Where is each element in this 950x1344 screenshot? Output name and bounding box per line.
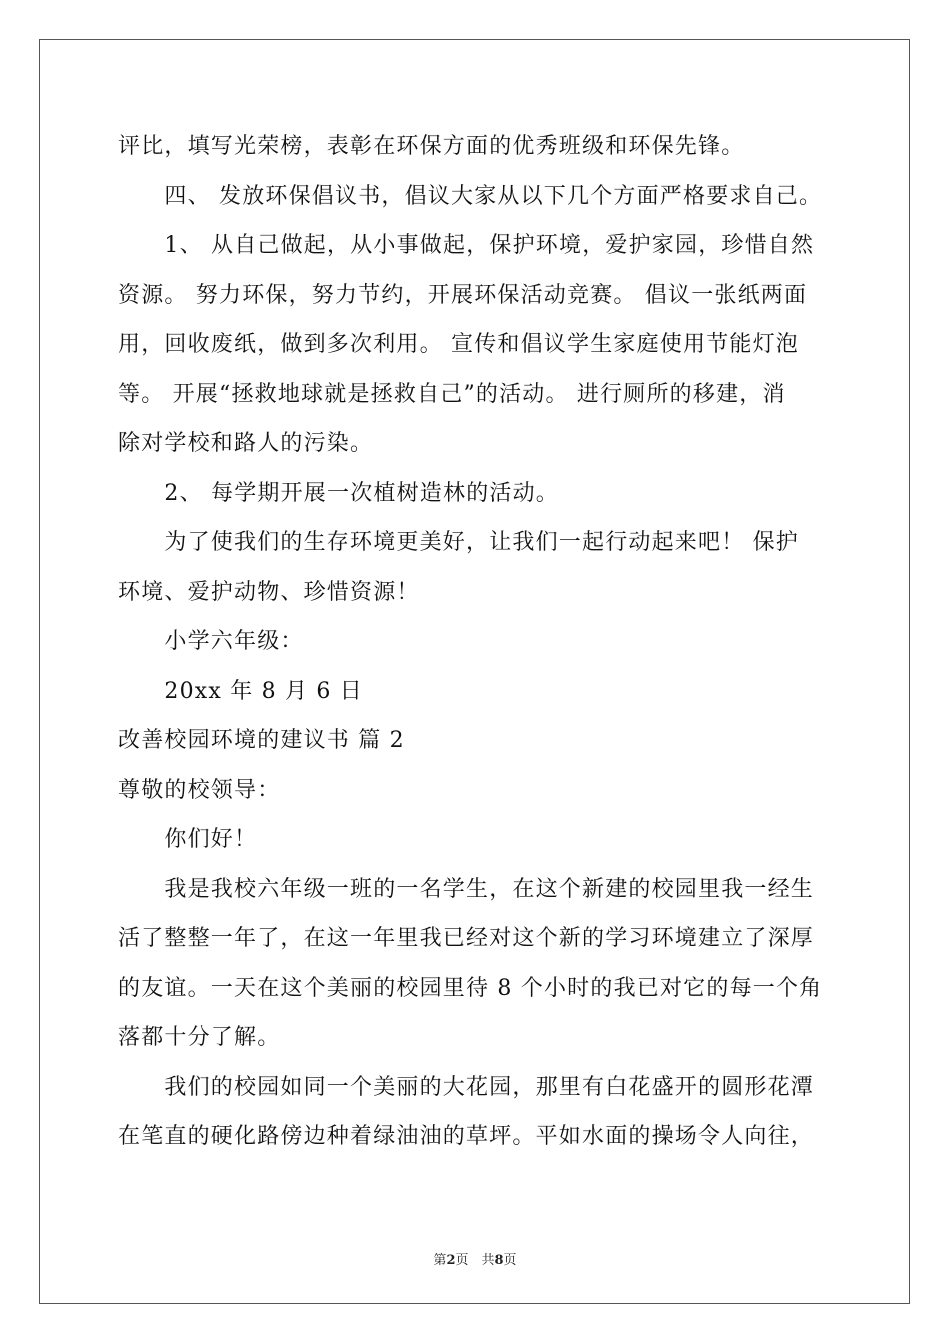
text-line: 为了使我们的生存环境更美好，让我们一起行动起来吧！ 保护: [118, 530, 799, 555]
signature-class: [118, 617, 838, 667]
paragraph: [118, 221, 838, 469]
page-footer: [0, 1249, 950, 1268]
current-page-number: 2: [446, 1253, 456, 1268]
salutation: [118, 766, 838, 816]
text-line: 改善校园环境的建议书 篇 2: [118, 728, 405, 753]
page-mid: 页 共: [455, 1253, 495, 1268]
text-line: 落都十分了解。: [118, 1025, 281, 1050]
paragraph: [118, 518, 838, 617]
text-line: 小学六年级：: [118, 629, 304, 654]
paragraph: [118, 1063, 838, 1162]
text-line: 你们好！: [118, 827, 258, 852]
greeting: [118, 815, 838, 865]
paragraph: [118, 172, 838, 222]
text-line: 活了整整一年了，在这一年里我已经对这个新的学习环境建立了深厚: [118, 926, 815, 951]
text-line: 在笔直的硬化路傍边种着绿油油的草坪。平如水面的操场令人向往，: [118, 1124, 815, 1149]
text-line: 1、 从自己做起，从小事做起，保护环境，爱护家园，珍惜自然: [118, 233, 815, 258]
text-line: 我是我校六年级一班的一名学生，在这个新建的校园里我一经生: [118, 876, 815, 902]
total-page-number: 8: [494, 1253, 504, 1268]
text-line: 的友谊。一天在这个美丽的校园里待 8 个小时的我已对它的每一个角: [118, 975, 823, 1001]
text-line: 四、 发放环保倡议书，倡议大家从以下几个方面严格要求自己。: [118, 183, 823, 209]
text-line: 20xx 年 8 月 6 日: [118, 678, 363, 704]
text-line: 除对学校和路人的污染。: [118, 431, 374, 456]
text-line: 环境、爱护动物、珍惜资源！: [118, 579, 420, 605]
text-line: 2、 每学期开展一次植树造林的活动。: [118, 480, 559, 506]
section-title: [118, 716, 838, 766]
text-line: 用，回收废纸，做到多次利用。 宣传和倡议学生家庭使用节能灯泡: [118, 332, 799, 357]
text-line: 评比，填写光荣榜，表彰在环保方面的优秀班级和环保先锋。: [118, 134, 745, 159]
page-prefix: 第: [433, 1253, 447, 1268]
signature-date: [118, 667, 838, 717]
text-line: 我们的校园如同一个美丽的大花园，那里有白花盛开的圆形花潭: [118, 1074, 815, 1100]
text-line: 资源。 努力环保，努力节约，开展环保活动竞赛。 倡议一张纸两面: [118, 282, 808, 308]
text-line: 尊敬的校领导：: [118, 777, 281, 803]
paragraph: [118, 865, 838, 1063]
text-line: 等。 开展“拯救地球就是拯救自己”的活动。 进行厕所的移建，消: [118, 381, 786, 407]
document-body: [118, 122, 838, 1162]
page-suffix: 页: [503, 1253, 517, 1268]
paragraph: [118, 469, 838, 519]
paragraph: [118, 122, 838, 172]
